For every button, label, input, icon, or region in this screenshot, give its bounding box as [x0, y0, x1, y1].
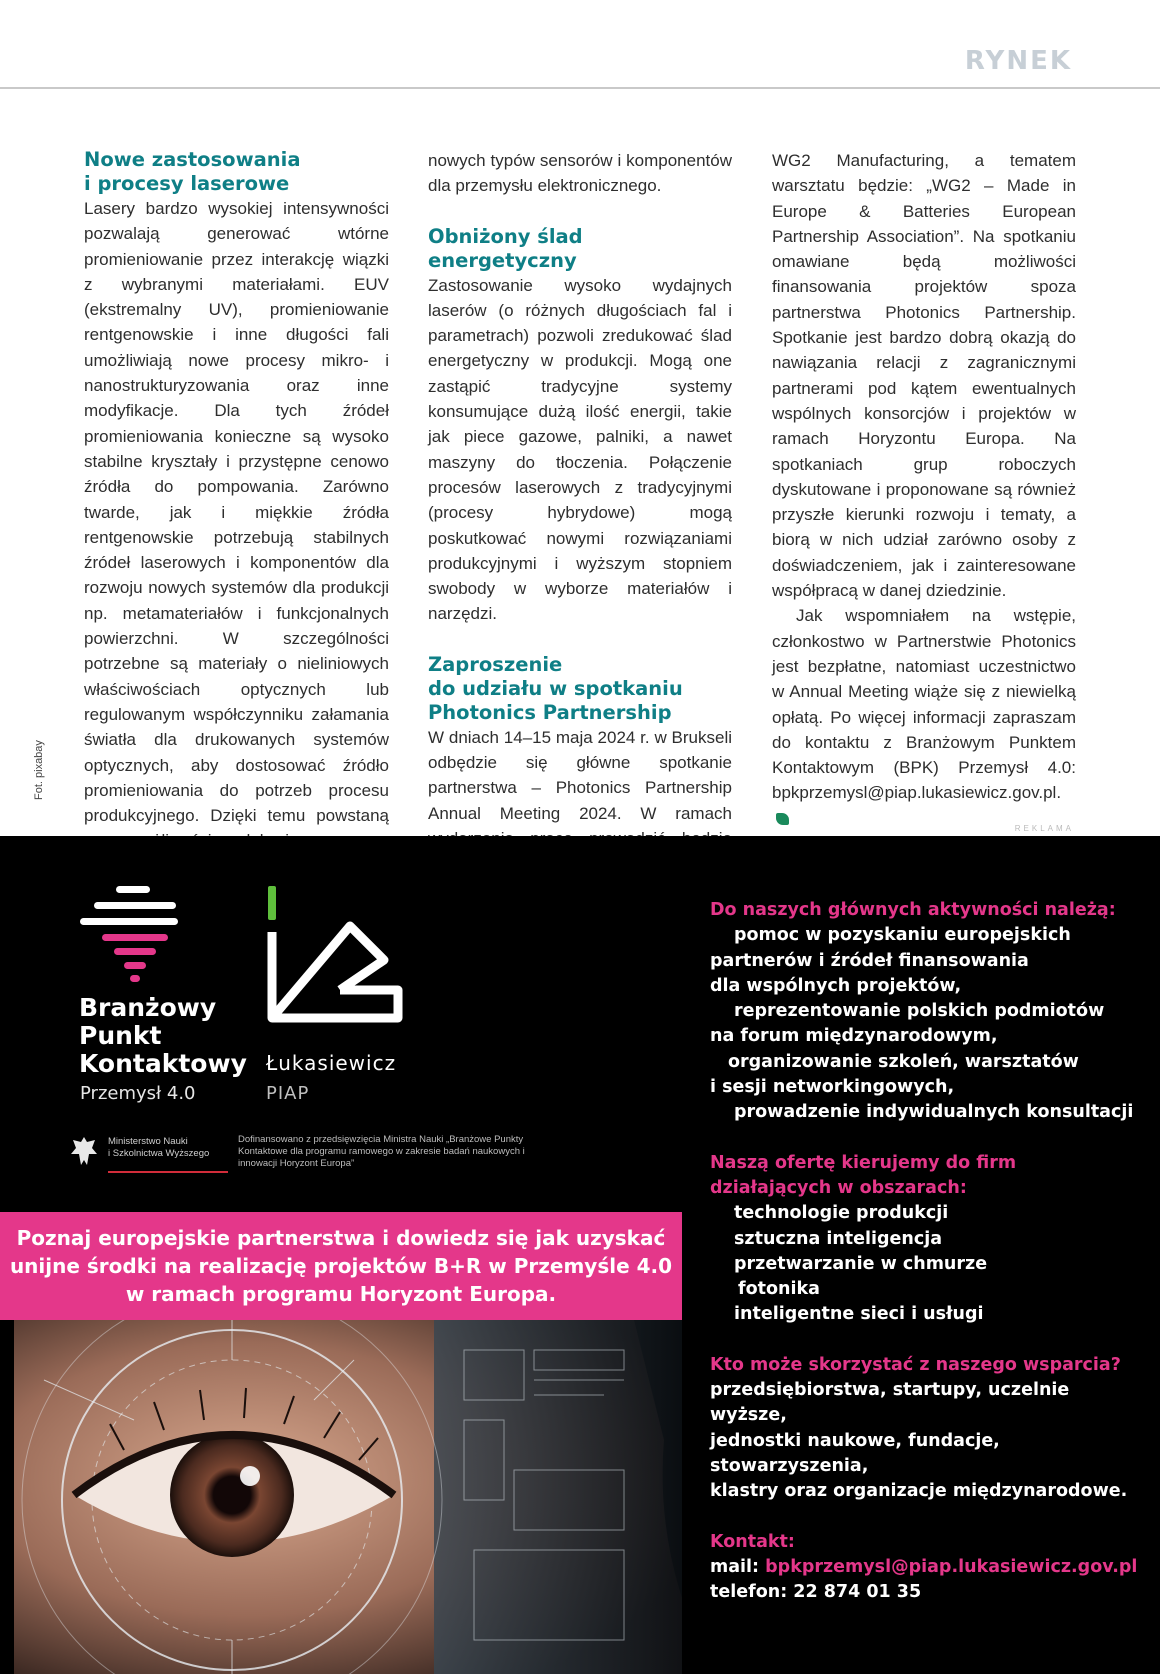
list-item: fotonika [738, 1279, 820, 1300]
contact-mail: mail: bpkprzemysl@piap.lukasiewicz.gov.pl [710, 1556, 1138, 1577]
section-label: RYNEK [964, 46, 1072, 76]
section-heading-energy: Obniżony ślad energetyczny [428, 224, 583, 272]
ministry-name: Ministerstwo Nauki i Szkolnictwa Wyższego [108, 1136, 210, 1159]
list-item: przetwarzanie w chmurze [734, 1253, 988, 1274]
lukasiewicz-logo-icon [266, 886, 406, 1026]
lukasiewicz-name: Łukasiewicz [266, 1051, 397, 1075]
lukasiewicz-subtitle: PIAP [266, 1083, 310, 1104]
contact-phone: telefon: 22 874 01 35 [710, 1582, 922, 1603]
activities-heading: Do naszych głównych aktywności należą: [710, 900, 1116, 920]
header-divider [0, 87, 1160, 89]
cofunding-note: Dofinansowano z przedsięwzięcia Ministra Nauki „Branżowe Punkty Kontaktowe dla programu ramowego w zakresie badań naukowych i innowacji Horyzont Europa” [238, 1134, 525, 1169]
body-text: Zastosowanie wysoko wydajnych laserów (o różnych długościach fal i parametrach) pozwoli zredukować ślad energetyczny w produkcji. Mogą one zastąpić tradycyjne systemy konsumujące dużą ilość energii, takie jak piece gazowe, palniki, a nawet maszyny do tłoczenia. Połączenie procesów laserowych z tradycyjnymi (procesy hybrydowe) mogą poskutkować nowymi rozwiązaniami produkcyjnymi i wyższym stopniem swobody w wyborze materiałów i narzędzi. [428, 275, 732, 624]
list-item: przedsiębiorstwa, startupy, uczelnie wyższe, [710, 1380, 1070, 1426]
advert-label: REKLAMA [1014, 824, 1074, 833]
list-item: sztuczna inteligencja [734, 1228, 943, 1249]
list-item: i sesji networkingowych, [710, 1077, 955, 1098]
photo-credit: Fot. pixabay [33, 740, 45, 800]
list-item: dla wspólnych projektów, [710, 975, 962, 996]
list-item: inteligentne sieci i usługi [734, 1304, 984, 1325]
bpk-name: Branżowy Punkt Kontaktowy [79, 993, 247, 1078]
list-item: prowadzenie indywidualnych konsultacji [734, 1102, 1134, 1123]
offer-heading: Naszą ofertę kierujemy do firm działających w obszarach: [710, 1152, 1017, 1198]
who-heading: Kto może skorzystać z naszego wsparcia? [710, 1354, 1121, 1375]
section-heading-invitation: Zaproszenie do udziału w spotkaniu Photonics Partnership [428, 652, 683, 724]
body-text: WG2 Manufacturing, a tematem warsztatu będzie: „WG2 – Made in Europe & Batteries European Partnership Association”. Na spotkaniu omawiane będą możliwości finansowania projektów spoza partnerstwa Photonics Partnership. Spotkanie jest bardzo dobrą okazją do nawiązania relacji z zagranicznymi partnerami pod kątem ewentualnych wspólnych konsorcjów i projektów w ramach Horyzontu Europa. Na spotkaniach grup roboczych dyskutowane i proponowane są również przyszłe kierunki rozwoju i tematy, a biorą w nich udział zarówno osoby z doświadczeniem, jak i zainteresowane współpracą w danej dziedzinie. [772, 151, 1076, 601]
contact-heading: Kontakt: [710, 1531, 795, 1552]
activities-panel [710, 898, 1150, 1605]
list-item: pomoc w pozyskaniu europejskich [734, 925, 1071, 946]
article-column-3 [772, 148, 1076, 872]
bpk-logo-icon [80, 886, 190, 986]
list-item: na forum międzynarodowym, [710, 1026, 998, 1047]
body-text: Jak wspomniałem na wstępie, członkostwo w Partnerstwie Photonics jest bezpłatne, natomiast uczestnictwo w Annual Meeting wiąże się z niewielką opłatą. Po więcej informacji zapraszam do kontaktu z Branżowym Punktem Kontaktowym (BPK) Przemysł 4.0: bpkprzemysl@piap.lukasiewicz.gov.pl. [772, 603, 1076, 831]
body-text: W dniach 14–15 maja 2024 r. w Brukseli odbędzie się główne spotkanie partnerstwa – Photonics Partnership Annual Meeting 2024. W ramach [428, 727, 732, 823]
eye-illustration-icon [14, 1320, 814, 1674]
list-item: reprezentowanie polskich podmiotów [734, 1001, 1105, 1022]
list-item: stowarzyszenia, [710, 1455, 869, 1476]
section-heading-laser-processes: Nowe zastosowania i procesy laserowe [84, 148, 301, 195]
list-item: organizowanie szkoleń, warsztatów [728, 1051, 1079, 1072]
pink-banner: Poznaj europejskie partnerstwa i dowiedz się jak uzyskać unijne środki na realizację projektów B+R w Przemyśle 4.0 w ramach programu Horyzont Europa. [0, 1212, 682, 1320]
article-column-1 [84, 148, 389, 854]
body-text: nowych typów sensorów i komponentów dla przemysłu elektronicznego. [428, 151, 732, 196]
leaf-end-icon [776, 813, 789, 825]
eagle-emblem-icon [70, 1134, 98, 1168]
list-item: technologie produkcji [734, 1203, 949, 1224]
list-item: partnerów i źródeł finansowania [710, 950, 1029, 971]
ministry-divider [108, 1171, 228, 1173]
list-item: klastry oraz organizacje międzynarodowe. [710, 1481, 1128, 1502]
body-text: Lasery bardzo wysokiej intensywności pozwalają generować wtórne promieniowanie przez interakcję wiązki z wybranymi materiałami. EUV (ekstremalny UV), promieniowanie rentgenowskie i inne długości fali umożliwiają nowe procesy mikro- i nanostrukturyzowania oraz inne modyfikacje. Dla tych źródeł promieniowania konieczne są wysoko stabilne kryształy i przystępne cenowo źródła do pompowania. Zarówno twarde, jak i miękkie źródła rentgenowskie potrzebują stabilnych źródeł laserowych i komponentów dla rozwoju nowych systemów dla produkcji np. metamateriałów i funkcjonalnych powierzchni. W szczególności potrzebne są materiały o nieliniowych właściwościach optycznych lub regulowanym współczynniku załamania światła dla drukowanych systemów optycznych, aby dostosować źródło promieniowania do potrzeb procesu produkcyjnego. Dzięki temu powstaną [84, 199, 389, 826]
article-column-2 [428, 148, 732, 877]
bpk-subtitle: Przemysł 4.0 [80, 1083, 196, 1104]
list-item: jednostki naukowe, fundacje, [710, 1430, 1000, 1451]
mail-link[interactable]: bpkprzemysl@piap.lukasiewicz.gov.pl [765, 1556, 1138, 1577]
advertisement [0, 836, 1160, 1674]
